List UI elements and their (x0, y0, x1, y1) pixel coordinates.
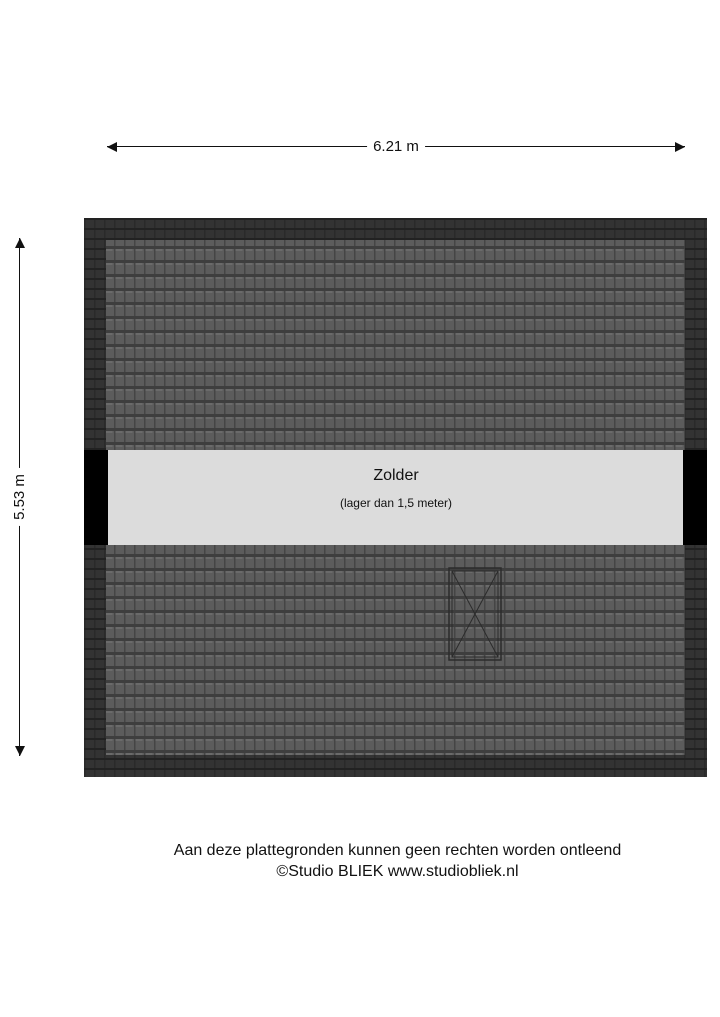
height-dimension (9, 238, 31, 756)
wall-right (683, 450, 707, 545)
arrow-right-icon (675, 142, 685, 152)
height-dimension-label: 5.53 m (9, 468, 31, 526)
credit-text: ©Studio BLIEK www.studiobliek.nl (276, 863, 519, 880)
room-note: (lager dan 1,5 meter) (339, 496, 453, 510)
arrow-up-icon (15, 238, 25, 248)
roof-pane-lower (106, 545, 685, 755)
disclaimer-text: Aan deze plattegronden kunnen geen rechten worden ontleend (173, 842, 622, 859)
width-dimension-label: 6.21 m (367, 136, 425, 158)
wall-left (84, 450, 108, 545)
arrow-left-icon (107, 142, 117, 152)
roof-pane-upper (106, 240, 685, 450)
room-name: Zolder (373, 467, 419, 484)
width-dimension (107, 136, 685, 158)
arrow-down-icon (15, 746, 25, 756)
